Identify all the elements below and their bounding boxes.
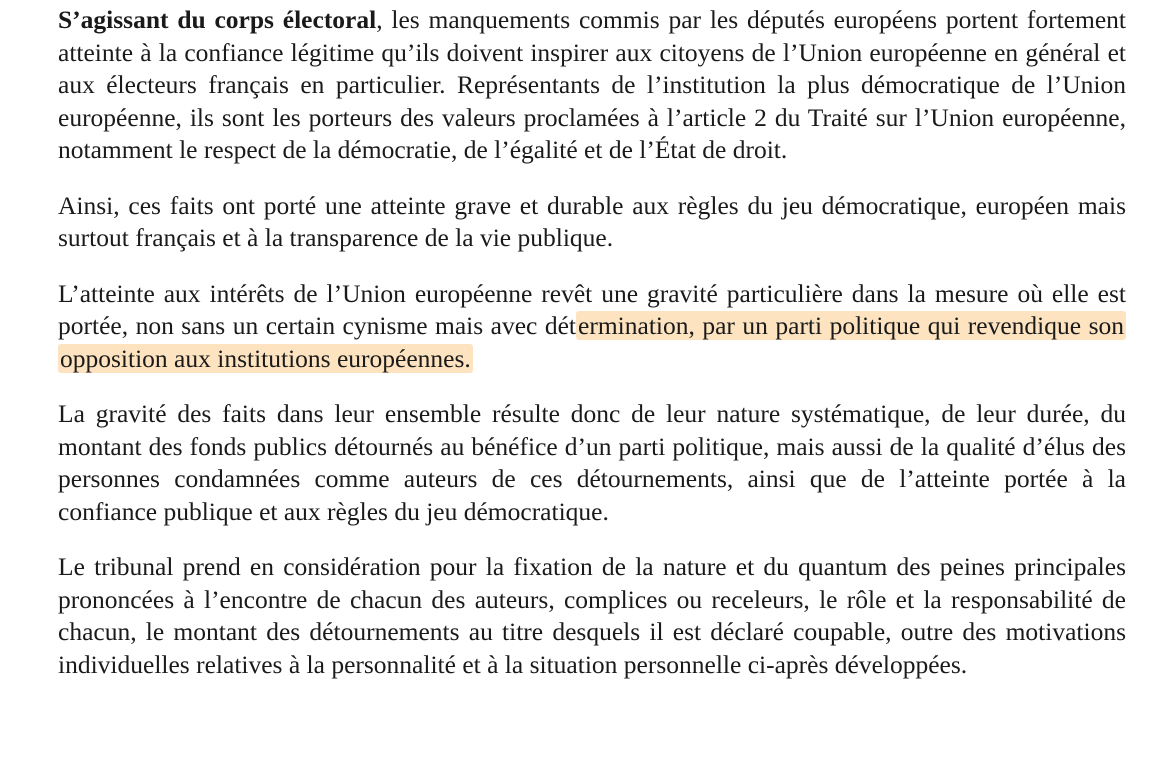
paragraph-text: La gravité des faits dans leur ensemble résulte donc de leur nature systématique, de leur durée, du montant des fonds publics détournés au bénéfice d’un parti politique, mais aussi de la qualité d’élus des personnes condamnées comme auteurs de ces détournements, ainsi que de l’atteinte portée à la confiance publique et aux règles du jeu démocratique. xyxy=(58,399,1126,526)
paragraph-text: L’atteinte aux intérêts de l’Union européenne revêt une gravité particulière dans la mesure où elle est portée, non sans un certain cynisme mais avec dét xyxy=(58,278,1126,340)
paragraph-text: , les manquements commis par les députés européens portent fortement atteinte à la confiance légitime qu’ils doivent inspirer aux citoyens de l’Union européenne en général et aux électeurs français en particulier. Représentants de l’institution la plus démocratique de l’Union européenne, ils sont les porteurs des valeurs proclamées à l’article 2 du Traité sur l’Union européenne, notamment le respect de la démocratie, de l’égalité et de l’État de droit. xyxy=(58,5,1126,164)
paragraph-gravite-faits xyxy=(58,398,1126,528)
paragraph-interets-union xyxy=(58,278,1126,376)
paragraph-text: Ainsi, ces faits ont porté une atteinte grave et durable aux règles du jeu démocratique, européen mais surtout français et à la transparence de la vie publique. xyxy=(58,190,1126,252)
paragraph-tribunal xyxy=(58,551,1126,681)
paragraph-bold-lead: S’agissant du corps électoral xyxy=(58,5,377,34)
highlighted-text: ermination, par un parti politique qui revendique son opposition aux institutions européennes. xyxy=(60,311,1124,373)
paragraph-corps-electoral xyxy=(58,4,1126,167)
paragraph-atteinte-grave xyxy=(58,190,1126,255)
document-page xyxy=(58,4,1126,681)
paragraph-text: Le tribunal prend en considération pour la fixation de la nature et du quantum des peines principales prononcées à l’encontre de chacun des auteurs, complices ou receleurs, le rôle et la responsabilité de chacun, le montant des détournements au titre desquels il est déclaré coupable, outre des motivations individuelles relatives à la personnalité et à la situation personnelle ci-après développées. xyxy=(58,552,1126,679)
